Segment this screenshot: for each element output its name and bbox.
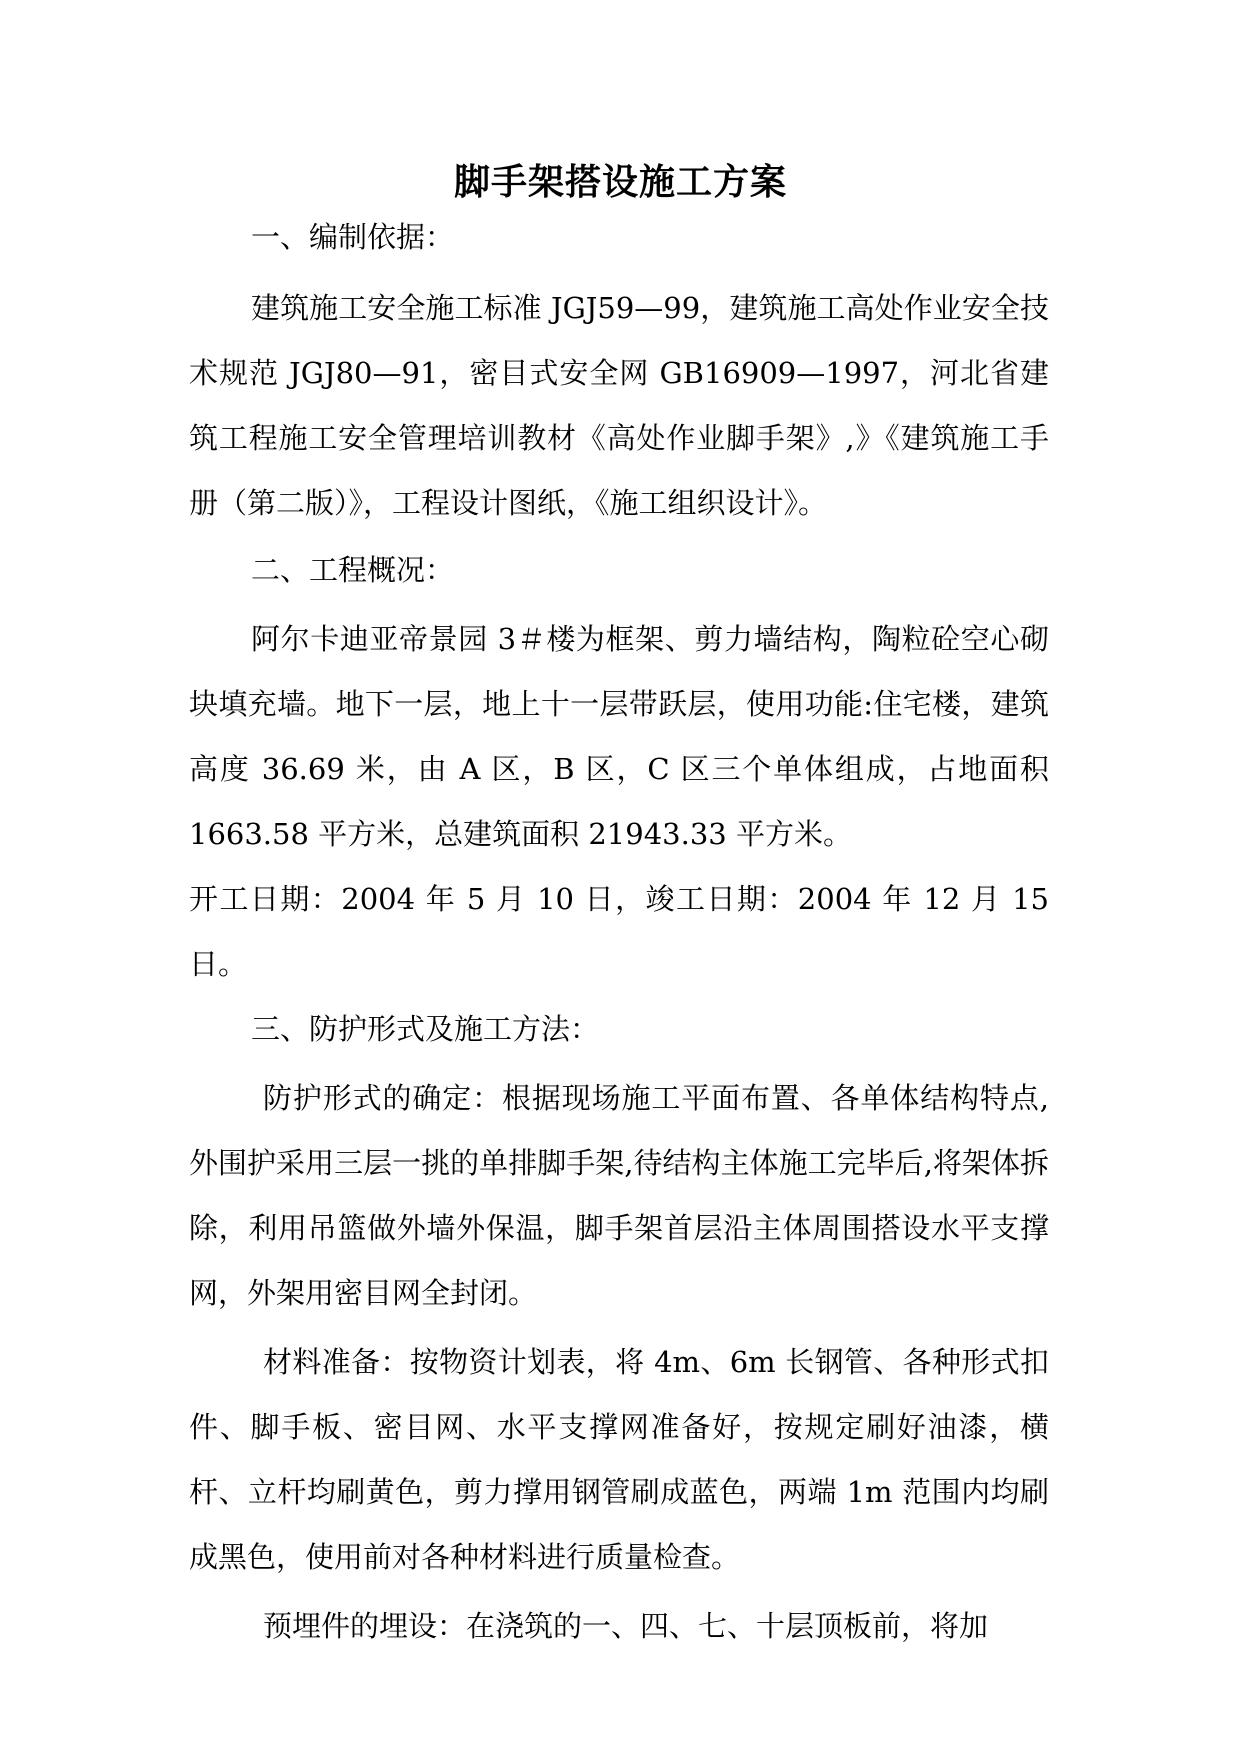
paragraph-overview: 阿尔卡迪亚帝景园 3＃楼为框架、剪力墙结构，陶粒砼空心砌块填充墙。地下一层，地上十一层带跃层，使用功能:住宅楼，建筑高度 36.69 米，由 A 区，B 区，C 区三个单体组成，占地面积 1663.58 平方米，总建筑面积 21943.33 平方米。 <box>189 622 1049 851</box>
paragraph-dates: 开工日期：2004 年 5 月 10 日，竣工日期：2004 年 12 月 15 日。 <box>189 882 1049 981</box>
paragraph-embedded-parts: 预埋件的埋设：在浇筑的一、四、七、十层顶板前，将加 <box>263 1609 989 1643</box>
section-heading-overview: 二、工程概况： <box>251 553 455 587</box>
document-title: 脚手架搭设施工方案 <box>453 161 787 203</box>
paragraph-materials: 材料准备：按物资计划表，将 4m、6m 长钢管、各种形式扣件、脚手板、密目网、水平支撑网准备好，按规定刷好油漆，横杆、立杆均刷黄色，剪力撑用钢管刷成蓝色，两端 1m 范围内均刷成黑色，使用前对各种材料进行质量检查。 <box>189 1345 1049 1574</box>
paragraph-basis: 建筑施工安全施工标准 JGJ59—99，建筑施工高处作业安全技术规范 JGJ80—91，密目式安全网 GB16909—1997，河北省建筑工程施工安全管理培训教材《高处作业脚手架》,》《建筑施工手册（第二版）》，工程设计图纸，《施工组织设计》。 <box>189 291 1049 520</box>
section-heading-basis: 一、编制依据： <box>251 220 455 254</box>
section-heading-methods: 三、防护形式及施工方法： <box>251 1012 600 1046</box>
paragraph-protection-form: 防护形式的确定：根据现场施工平面布置、各单体结构特点,外围护采用三层一挑的单排脚手架,待结构主体施工完毕后,将架体拆除，利用吊篮做外墙外保温，脚手架首层沿主体周围搭设水平支撑网，外架用密目网全封闭。 <box>189 1081 1049 1310</box>
document-body <box>189 205 1049 1659</box>
